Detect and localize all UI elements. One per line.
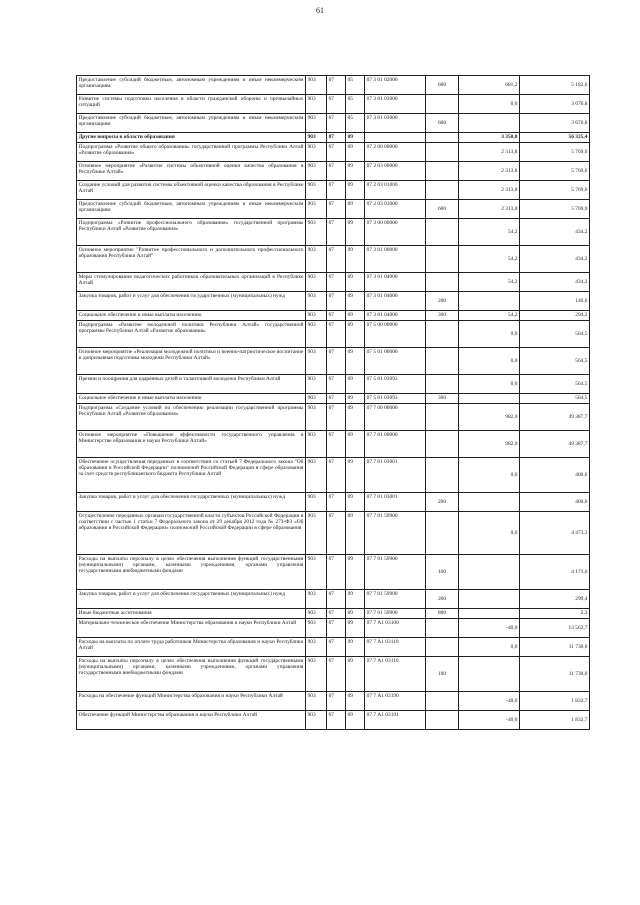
expense-type-code: 300 [426,394,459,404]
target-article-code: 07 3 01 04000 [365,292,426,311]
table-row [77,143,590,162]
grbs-code: 903 [306,619,327,638]
page-number: 61 [316,6,324,15]
total-amount: 4 473,3 [520,512,590,555]
target-article-code: 07 7 А1 03110 [365,638,426,657]
row-name: Закупка товаров, работ и услуг для обеспечения государственных (муниципальных) нужд [77,292,306,311]
grbs-code: 903 [306,348,327,375]
table-row [77,133,590,143]
target-article-code: 07 3 01 00000 [365,246,426,273]
expense-type-code: 100 [426,657,459,692]
section-code: 07 [327,181,346,200]
target-article-code: 07 7 01 03001 [365,493,426,512]
grbs-code: 903 [306,95,327,114]
subsection-code: 09 [346,619,365,638]
grbs-code: 903 [306,657,327,692]
change-amount: 2 313,8 [459,200,520,219]
section-code: 07 [327,219,346,246]
row-name: Предоставление субсидий бюджетным, автономным учреждениям и иным некоммерческим организациям [77,114,306,133]
section-code: 07 [327,311,346,321]
subsection-code: 09 [346,375,365,394]
subsection-code: 09 [346,512,365,555]
total-amount: 49 387,7 [520,431,590,458]
target-article-code: 07 5 01 03093 [365,375,426,394]
total-amount: 564,5 [520,375,590,394]
total-amount: 5 769,0 [520,200,590,219]
change-amount: 2 313,8 [459,162,520,181]
grbs-code: 903 [306,458,327,493]
expense-type-code [426,512,459,555]
subsection-code: 09 [346,657,365,692]
grbs-code: 903 [306,76,327,95]
section-code: 07 [327,348,346,375]
subsection-code: 09 [346,181,365,200]
budget-table [76,75,590,730]
row-name: Основное мероприятие «Развитие системы объективной оценки качества образования в Республике Алтай» [77,162,306,181]
change-amount [459,609,520,619]
table-row [77,181,590,200]
subsection-code: 09 [346,292,365,311]
total-amount: 5 182,0 [520,76,590,95]
total-amount: 299,4 [520,590,590,609]
section-code: 07 [327,555,346,590]
change-amount: 0,0 [459,375,520,394]
grbs-code: 903 [306,246,327,273]
change-amount: -40,0 [459,711,520,730]
expense-type-code [426,219,459,246]
grbs-code: 903 [306,143,327,162]
section-code: 07 [327,493,346,512]
target-article-code: 07 7 01 03001 [365,458,426,493]
target-article-code: 07 2 03 01000 [365,181,426,200]
subsection-code: 05 [346,76,365,95]
expense-type-code [426,638,459,657]
table-row [77,114,590,133]
row-name: Другие вопросы в области образования [77,133,306,143]
table-row [77,590,590,609]
section-code: 07 [327,638,346,657]
expense-type-code: 600 [426,114,459,133]
table-row [77,619,590,638]
grbs-code: 903 [306,292,327,311]
target-article-code: 07 3 01 04000 [365,273,426,292]
target-article-code: 07 3 01 03000 [365,95,426,114]
expense-type-code: 600 [426,200,459,219]
row-name: Социальное обеспечение и иные выплаты населению [77,311,306,321]
table-row [77,394,590,404]
expense-type-code: 300 [426,311,459,321]
table-row [77,711,590,730]
table-row [77,375,590,394]
grbs-code: 903 [306,394,327,404]
expense-type-code [426,133,459,143]
total-amount: 5 769,0 [520,181,590,200]
change-amount [459,394,520,404]
expense-type-code [426,246,459,273]
target-article-code: 07 7 А1 03110 [365,657,426,692]
total-amount: 400,0 [520,458,590,493]
target-article-code: 07 2 00 00000 [365,143,426,162]
table-row [77,458,590,493]
subsection-code: 09 [346,394,365,404]
subsection-code: 09 [346,321,365,348]
change-amount [459,493,520,512]
change-amount [459,114,520,133]
target-article-code: 07 5 01 03093 [365,394,426,404]
row-name: Создание условий для развития системы объективной оценки качества образования в Республике Алтай [77,181,306,200]
table-row [77,246,590,273]
row-name: Закупка товаров, работ и услуг для обеспечения государственных (муниципальных) нужд [77,590,306,609]
expense-type-code [426,181,459,200]
target-article-code: 07 3 01 03000 [365,114,426,133]
section-code: 07 [327,162,346,181]
section-code: 07 [327,657,346,692]
target-article-code: 07 7 А1 03190 [365,692,426,711]
grbs-code: 903 [306,512,327,555]
target-article-code: 07 2 03 01000 [365,200,426,219]
total-amount: 13 562,7 [520,619,590,638]
subsection-code: 05 [346,95,365,114]
section-code: 07 [327,133,346,143]
section-code: 07 [327,619,346,638]
subsection-code: 09 [346,246,365,273]
subsection-code: 09 [346,555,365,590]
grbs-code: 903 [306,711,327,730]
expense-type-code [426,711,459,730]
section-code: 07 [327,458,346,493]
grbs-code: 903 [306,181,327,200]
table-row [77,348,590,375]
grbs-code: 903 [306,431,327,458]
change-amount [459,292,520,311]
table-row [77,162,590,181]
row-name: Подпрограмма «Развитие общего образования» государственной программы Республики Алтай «Развитие образования» [77,143,306,162]
expense-type-code [426,619,459,638]
target-article-code: 07 2 03 00000 [365,162,426,181]
total-amount: 11 730,0 [520,638,590,657]
row-name: Меры стимулирования педагогических работников образовательных организаций в Республике Алтай [77,273,306,292]
grbs-code: 903 [306,638,327,657]
grbs-code: 903 [306,609,327,619]
expense-type-code [426,348,459,375]
section-code: 07 [327,609,346,619]
section-code: 07 [327,692,346,711]
section-code: 07 [327,143,346,162]
row-name: Предоставление субсидий бюджетным, автономным учреждениям и иным некоммерческим организациям [77,200,306,219]
total-amount: 3 676,8 [520,114,590,133]
row-name: Осуществление переданных органам государственной власти субъектов Российской Федерации в соответствии с частью 1 статьи 7 Федерального закона от 29 декабря 2012 года № 273-ФЗ «Об образовании в Российской Федерации» полномочий Российской Федерации в сфере образования [77,512,306,555]
row-name: Расходы на обеспечение функций Министерства образования и науки Республики Алтай [77,692,306,711]
table-row [77,657,590,692]
table-row [77,493,590,512]
change-amount: 54,2 [459,219,520,246]
subsection-code: 09 [346,162,365,181]
total-amount: 294,2 [520,311,590,321]
change-amount: 0,0 [459,512,520,555]
subsection-code: 09 [346,711,365,730]
total-amount: 434,2 [520,219,590,246]
section-code: 07 [327,292,346,311]
total-amount: 564,5 [520,321,590,348]
table-row [77,321,590,348]
row-name: Обеспечение осуществления переданных в соответствии со статьей 7 Федерального закона "Об образовании в Российской Федерации" полномочий Российской Федерации в сфере образования за счет средств республиканского бюджета Республики Алтай [77,458,306,493]
expense-type-code: 200 [426,590,459,609]
table-row [77,311,590,321]
total-amount: 434,2 [520,273,590,292]
table-row [77,292,590,311]
row-name: Иные бюджетные ассигнования [77,609,306,619]
table-row [77,638,590,657]
expense-type-code [426,95,459,114]
expense-type-code [426,321,459,348]
table-row [77,273,590,292]
expense-type-code [426,375,459,394]
row-name: Премии и поощрения для одаренных детей и талантливой молодежи Республики Алтай [77,375,306,394]
row-name: Предоставление субсидий бюджетным, автономным учреждениям и иным некоммерческим организациям [77,76,306,95]
row-name: Расходы на выплаты персоналу в целях обеспечения выполнения функций государственными (муниципальными) органами, казенными учреждениями, органами управления государственными внебюджетными фондами [77,555,306,590]
expense-type-code [426,431,459,458]
row-name: Социальное обеспечение и иные выплаты населению [77,394,306,404]
change-amount: -40,0 [459,692,520,711]
subsection-code: 09 [346,692,365,711]
change-amount: -40,0 [459,619,520,638]
section-code: 07 [327,394,346,404]
grbs-code: 903 [306,311,327,321]
change-amount: 0,0 [459,458,520,493]
target-article-code: 07 3 01 04000 [365,311,426,321]
section-code: 07 [327,711,346,730]
total-amount: 49 387,7 [520,404,590,431]
grbs-code: 903 [306,114,327,133]
subsection-code: 09 [346,638,365,657]
row-name: Подпрограмма «Развитие профессионального образования» государственной программы Республики Алтай «Развитие образования» [77,219,306,246]
subsection-code: 09 [346,133,365,143]
change-amount: 0,0 [459,321,520,348]
target-article-code: 07 7 А1 03191 [365,711,426,730]
total-amount: 564,5 [520,394,590,404]
section-code: 07 [327,76,346,95]
table-row [77,431,590,458]
row-name: Основное мероприятие "Развитие профессионального и дополнительного профессионального образования Республики Алтай" [77,246,306,273]
expense-type-code [426,458,459,493]
grbs-code: 903 [306,219,327,246]
section-code: 07 [327,590,346,609]
table-row [77,555,590,590]
total-amount: 434,2 [520,246,590,273]
change-amount: 0,0 [459,95,520,114]
change-amount: 54,2 [459,273,520,292]
total-amount: 4 171,6 [520,555,590,590]
table-row [77,219,590,246]
row-name: Закупка товаров, работ и услуг для обеспечения государственных (муниципальных) нужд [77,493,306,512]
subsection-code: 09 [346,273,365,292]
expense-type-code: 600 [426,76,459,95]
total-amount: 1 832,7 [520,711,590,730]
target-article-code: 07 7 01 00000 [365,431,426,458]
total-amount: 5 769,0 [520,162,590,181]
section-code: 07 [327,404,346,431]
target-article-code: 07 3 01 02000 [365,76,426,95]
table-row [77,95,590,114]
grbs-code: 903 [306,273,327,292]
section-code: 07 [327,200,346,219]
total-amount: 140,0 [520,292,590,311]
section-code: 07 [327,95,346,114]
change-amount: 0,0 [459,348,520,375]
expense-type-code [426,143,459,162]
change-amount [459,657,520,692]
change-amount: 982,0 [459,431,520,458]
total-amount: 5 769,0 [520,143,590,162]
change-amount: 2 313,8 [459,181,520,200]
total-amount: 400,0 [520,493,590,512]
table-row [77,512,590,555]
expense-type-code: 800 [426,609,459,619]
grbs-code: 903 [306,162,327,181]
target-article-code: 07 7 00 00000 [365,404,426,431]
row-name: Расходы на выплаты персоналу в целях обеспечения выполнения функций государственными (муниципальными) органами, казенными учреждениями, органами управления государственными внебюджетными фондами [77,657,306,692]
row-name: Подпрограмма «Создание условий по обеспечению реализации государственной программы Республики Алтай «Развитие образования» [77,404,306,431]
change-amount: 0,0 [459,638,520,657]
expense-type-code [426,273,459,292]
grbs-code: 903 [306,692,327,711]
table-body [77,76,590,730]
table-row [77,609,590,619]
table-row [77,404,590,431]
subsection-code: 09 [346,458,365,493]
target-article-code: 07 7 А1 03100 [365,619,426,638]
subsection-code: 09 [346,200,365,219]
row-name: Расходы на выплаты по оплате труда работников Министерства образования и науки Республики Алтай [77,638,306,657]
target-article-code: 07 7 01 59900 [365,590,426,609]
grbs-code: 903 [306,321,327,348]
target-article-code: 07 3 00 00000 [365,219,426,246]
table-row [77,200,590,219]
section-code: 07 [327,375,346,394]
row-name: Материально-техническое обеспечение Министерства образования и науки Республики Алтай [77,619,306,638]
subsection-code: 09 [346,609,365,619]
expense-type-code: 200 [426,493,459,512]
section-code: 07 [327,431,346,458]
change-amount [459,555,520,590]
section-code: 07 [327,273,346,292]
section-code: 07 [327,114,346,133]
section-code: 07 [327,512,346,555]
expense-type-code [426,162,459,181]
subsection-code: 09 [346,219,365,246]
row-name: Основное мероприятие «Реализация молодежной политики и военно-патриотическое воспитание и допризывная подготовка молодежи Республики Алтай» [77,348,306,375]
section-code: 07 [327,321,346,348]
total-amount: 2,3 [520,609,590,619]
change-amount: 3 350,0 [459,133,520,143]
row-name: Основное мероприятие «Повышение эффективности государственного управления в Министерстве образования и науки Республики Алтай» [77,431,306,458]
total-amount: 564,5 [520,348,590,375]
subsection-code: 09 [346,143,365,162]
subsection-code: 09 [346,348,365,375]
change-amount [459,590,520,609]
change-amount: 982,0 [459,404,520,431]
subsection-code: 05 [346,114,365,133]
subsection-code: 09 [346,404,365,431]
target-article-code: 07 5 01 00000 [365,348,426,375]
target-article-code: 07 7 01 59900 [365,609,426,619]
total-amount: 1 832,7 [520,692,590,711]
grbs-code: 903 [306,375,327,394]
total-amount: 11 730,0 [520,657,590,692]
grbs-code: 903 [306,200,327,219]
target-article-code: 07 5 00 00000 [365,321,426,348]
target-article-code: 07 7 01 59900 [365,555,426,590]
change-amount: 681,2 [459,76,520,95]
expense-type-code: 100 [426,555,459,590]
expense-type-code [426,692,459,711]
target-article-code [365,133,426,143]
expense-type-code [426,404,459,431]
grbs-code: 903 [306,590,327,609]
row-name: Обеспечение функций Министерства образования и науки Республики Алтай [77,711,306,730]
section-code: 07 [327,246,346,273]
subsection-code: 09 [346,493,365,512]
grbs-code: 903 [306,404,327,431]
row-name: Подпрограмма «Развитие молодежной политики Республики Алтай» государственной программы Республики Алтай «Развитие образования» [77,321,306,348]
expense-type-code: 200 [426,292,459,311]
total-amount: 3 676,8 [520,95,590,114]
change-amount: 54,2 [459,246,520,273]
table-row [77,76,590,95]
grbs-code: 903 [306,133,327,143]
target-article-code: 07 7 01 59900 [365,512,426,555]
change-amount: 54,2 [459,311,520,321]
grbs-code: 903 [306,493,327,512]
subsection-code: 09 [346,590,365,609]
total-amount: 56 325,4 [520,133,590,143]
table-row [77,692,590,711]
subsection-code: 09 [346,311,365,321]
subsection-code: 09 [346,431,365,458]
grbs-code: 903 [306,555,327,590]
row-name: Развитие системы подготовки населения в области гражданской обороны и чрезвычайных ситуаций [77,95,306,114]
change-amount: 2 313,8 [459,143,520,162]
